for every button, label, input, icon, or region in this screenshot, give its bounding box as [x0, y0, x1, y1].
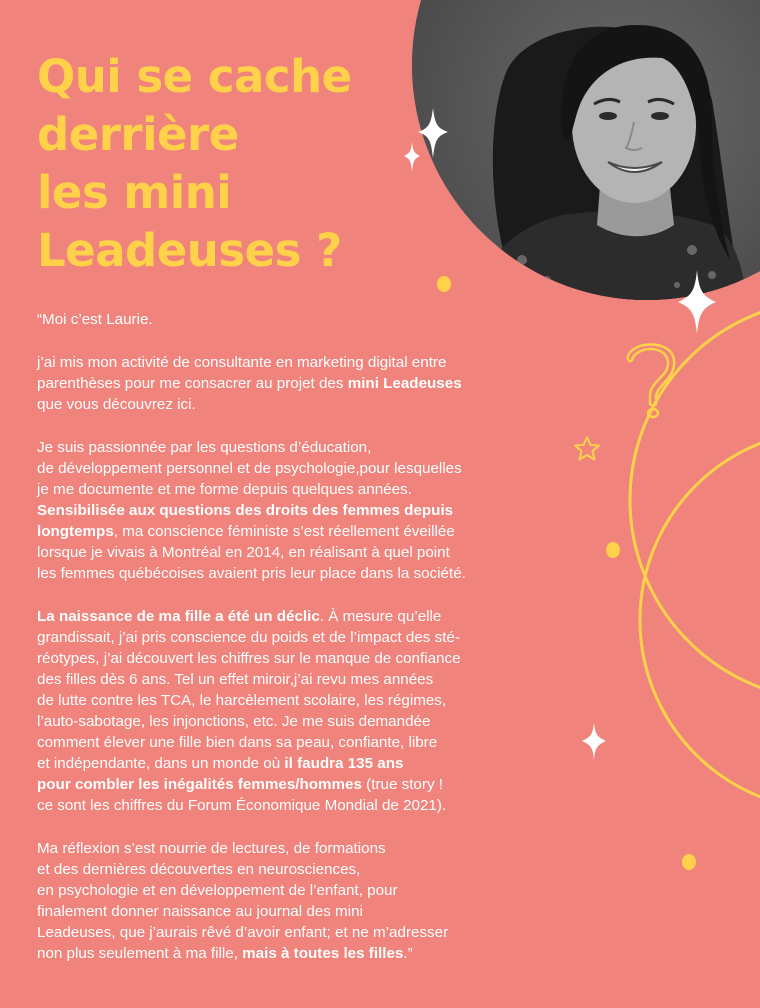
- text-line: [37, 458, 557, 479]
- text-run: .”: [403, 945, 413, 962]
- text-line: [37, 373, 557, 394]
- sparkle-icon: [418, 108, 448, 158]
- text-run: parenthèses pour me consacrer au projet des: [37, 375, 348, 392]
- title-line: Leadeuses ?: [37, 224, 342, 277]
- body-text: [37, 309, 557, 986]
- text-run: “Moi c’est Laurie.: [37, 311, 153, 328]
- text-line: [37, 394, 557, 415]
- text-run: (true story !: [361, 776, 443, 793]
- decorative-circles: [630, 300, 760, 810]
- text-line: [37, 500, 557, 521]
- bold-text: La naissance de ma fille a été un déclic: [37, 608, 320, 625]
- text-line: [37, 943, 557, 964]
- text-run: en psychologie et en développement de l’enfant, pour: [37, 882, 398, 899]
- title-line: les mini: [37, 166, 232, 219]
- question-mark-icon: [628, 344, 674, 417]
- text-run: de lutte contre les TCA, le harcèlement scolaire, les régimes,: [37, 692, 447, 709]
- dot-icon: [682, 854, 696, 870]
- text-run: . À mesure qu’elle: [319, 608, 442, 625]
- text-line: [37, 711, 557, 732]
- bold-text: pour combler les inégalités femmes/hommes: [37, 776, 362, 793]
- text-line: [37, 880, 557, 901]
- bold-text: longtemps: [37, 523, 114, 540]
- paragraph: [37, 606, 557, 816]
- text-line: [37, 437, 557, 458]
- bold-text: mais à toutes les filles: [242, 945, 404, 962]
- sparkle-icon: [582, 722, 606, 760]
- text-line: [37, 922, 557, 943]
- text-run: , ma conscience féministe s’est réellement éveillée: [113, 523, 455, 540]
- text-line: [37, 774, 557, 795]
- bold-text: mini Leadeuses: [347, 375, 462, 392]
- text-line: [37, 901, 557, 922]
- text-run: l’auto-sabotage, les injonctions, etc. Je me suis demandée: [37, 713, 431, 730]
- text-line: [37, 669, 557, 690]
- text-run: non plus seulement à ma fille,: [37, 945, 243, 962]
- text-run: réotypes, j’ai découvert les chiffres sur le manque de confiance: [37, 650, 461, 667]
- text-run: et indépendante, dans un monde où: [37, 755, 285, 772]
- text-run: finalement donner naissance au journal des mini: [37, 903, 363, 920]
- text-line: [37, 859, 557, 880]
- text-line: [37, 732, 557, 753]
- bold-text: Sensibilisée aux questions des droits des femmes depuis: [37, 502, 454, 519]
- paragraph: [37, 838, 557, 964]
- text-run: les femmes québécoises avaient pris leur place dans la société.: [37, 565, 466, 582]
- text-line: [37, 606, 557, 627]
- text-run: de développement personnel et de psychologie,pour lesquelles: [37, 460, 462, 477]
- text-run: et des dernières découvertes en neurosciences,: [37, 861, 361, 878]
- text-line: [37, 648, 557, 669]
- text-run: lorsque je vivais à Montréal en 2014, en réalisant à quel point: [37, 544, 450, 561]
- sparkle-icon: [678, 270, 716, 334]
- dot-icon: [437, 276, 451, 292]
- text-line: [37, 753, 557, 774]
- text-line: [37, 521, 557, 542]
- text-run: des filles dès 6 ans. Tel un effet miroir,j’ai revu mes années: [37, 671, 434, 688]
- bold-text: il faudra 135 ans: [284, 755, 404, 772]
- text-run: comment élever une fille bien dans sa peau, confiante, libre: [37, 734, 438, 751]
- text-line: [37, 479, 557, 500]
- text-line: [37, 563, 557, 584]
- star-outline-icon: [575, 437, 599, 460]
- sparkle-icon: [404, 142, 420, 172]
- text-line: [37, 309, 557, 330]
- title-line: Qui se cache: [37, 50, 352, 103]
- text-run: Je suis passionnée par les questions d’éducation,: [37, 439, 372, 456]
- text-run: Leadeuses, que j’aurais rêvé d’avoir enfant; et ne m’adresser: [37, 924, 449, 941]
- text-run: j’ai mis mon activité de consultante en marketing digital entre: [37, 354, 447, 371]
- text-line: [37, 627, 557, 648]
- text-line: [37, 690, 557, 711]
- text-run: ce sont les chiffres du Forum Économique Mondial de 2021).: [37, 797, 447, 814]
- paragraph: [37, 437, 557, 584]
- paragraph: [37, 309, 557, 330]
- text-line: [37, 352, 557, 373]
- text-line: [37, 795, 557, 816]
- text-line: [37, 838, 557, 859]
- text-line: [37, 542, 557, 563]
- text-run: que vous découvrez ici.: [37, 396, 196, 413]
- paragraph: [37, 352, 557, 415]
- text-run: je me documente et me forme depuis quelques années.: [37, 481, 412, 498]
- text-run: grandissait, j’ai pris conscience du poids et de l’impact des sté-: [37, 629, 460, 646]
- dot-icon: [606, 542, 620, 558]
- text-run: Ma réflexion s’est nourrie de lectures, de formations: [37, 840, 386, 857]
- title-line: derrière: [37, 108, 239, 161]
